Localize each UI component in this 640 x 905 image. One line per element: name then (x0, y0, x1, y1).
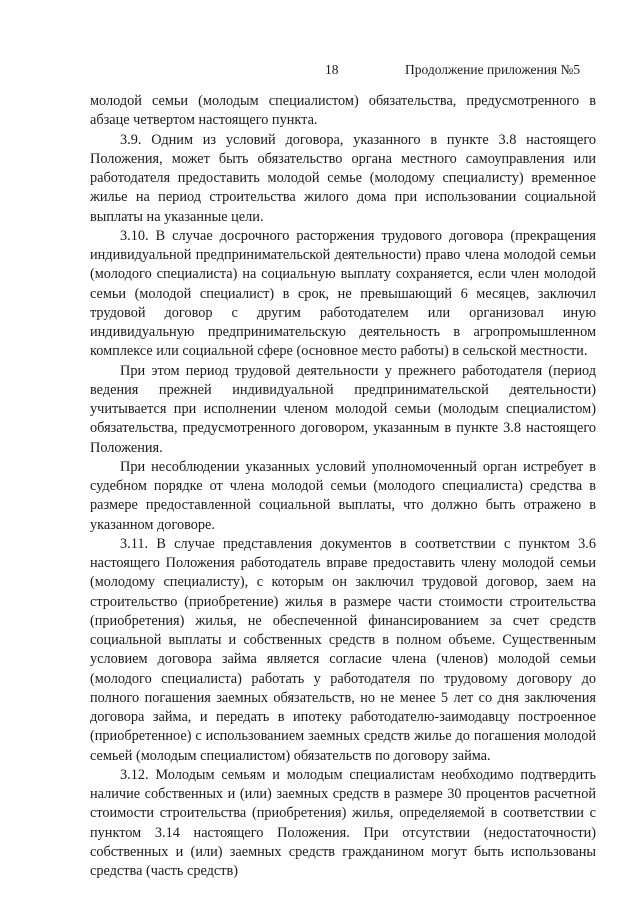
paragraph-3-9: 3.9. Одним из условий договора, указанного в пункте 3.8 настоящего Положения, может быть обязательство органа местного самоуправления или работодателя предоставить молодой семье (молодому специалисту) временное жилье на период строительства жилого дома при использовании социальной выплаты на указанные цели. (90, 131, 596, 225)
paragraph-3-12: 3.12. Молодым семьям и молодым специалистам необходимо подтвердить наличие собственных и (или) заемных средств в размере 30 процентов расчетной стоимости строительства (приобретения) жилья, определяемой в соответствии с пунктом 3.14 настоящего Положения. При отсутствии (недостаточности) собственных и (или) заемных средств гражданином могут быть использованы средства (часть средств) (90, 766, 596, 879)
paragraph-3-10: 3.10. В случае досрочного расторжения трудового договора (прекращения индивидуальной предпринимательской деятельности) право члена молодой семьи (молодого специалиста) на социальную выплату сохраняется, если член молодой семьи (молодой специалист) в срок, не превышающий 6 месяцев, заключил трудовой договор с другим работодателем или организовал иную индивидуальную предпринимательскую деятельность в агропромышленном комплексе или социальной сфере (основное место работы) в сельской местности. (90, 227, 596, 360)
paragraph-3-10-noncompliance: При несоблюдении указанных условий уполномоченный орган истребует в судебном порядке от члена молодой семьи (молодого специалиста) средства в размере предоставленной социальной выплаты, что должно быть отражено в указанном договоре. (90, 458, 596, 533)
appendix-continuation: Продолжение приложения №5 (405, 62, 581, 77)
document-body (90, 92, 596, 881)
page-number: 18 (325, 62, 339, 77)
paragraph-3-11: 3.11. В случае представления документов в соответствии с пунктом 3.6 настоящего Положения работодатель вправе предоставить члену молодой семьи (молодому специалисту), с которым он заключил трудовой договор, заем на строительство (приобретение) жилья в размере части стоимости строительства (приобретения) жилья, не обеспеченной финансированием за счет средств социальной выплаты и собственных средств в полном объеме. Существенным условием договора займа является согласие члена (членов) молодой семьи (молодого специалиста) работать у работодателя по трудовому договору до полного погашения заемных обязательств, но не менее 5 лет со дня заключения договора займа, и передать в ипотеку работодателю-заимодавцу построенное (приобретенное) с использованием заемных средств жилье до погашения молодой семьей (молодым специалистом) обязательств по договору займа. (90, 535, 596, 764)
paragraph-3-10-work-period: При этом период трудовой деятельности у прежнего работодателя (период ведения прежней индивидуальной предпринимательской деятельности) учитывается при исполнении членом молодой семьи (молодым специалистом) обязательства, предусмотренного договором, указанным в пункте 3.8 настоящего Положения. (90, 362, 596, 456)
page-header (0, 62, 640, 82)
paragraph-continuation: молодой семьи (молодым специалистом) обязательства, предусмотренного в абзаце четвертом настоящего пункта. (90, 93, 596, 129)
